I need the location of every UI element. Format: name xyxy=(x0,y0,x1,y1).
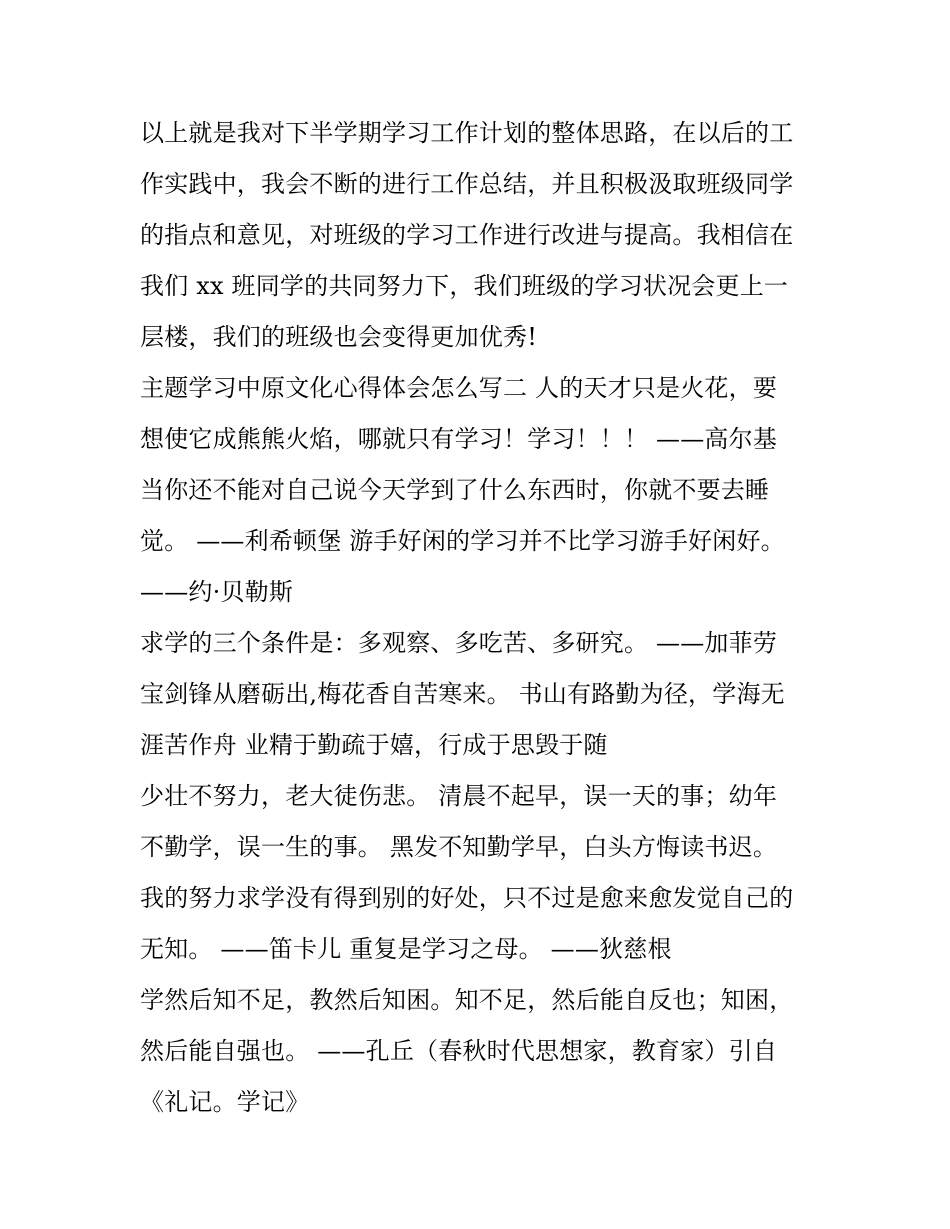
text-line: 无知。 ——笛卡儿 重复是学习之母。 ——狄慈根 xyxy=(140,935,672,963)
text-line: ——约·贝勒斯 xyxy=(140,578,294,606)
text-line: 我们 xx 班同学的共同努力下，我们班级的学习状况会更上一 xyxy=(140,272,789,300)
text-line: 作实践中，我会不断的进行工作总结，并且积极汲取班级同学 xyxy=(140,170,794,198)
text-line: 觉。 ——利希顿堡 游手好闲的学习并不比学习游手好闲好。 xyxy=(140,527,785,555)
text-line: 当你还不能对自己说今天学到了什么东西时，你就不要去睡 xyxy=(140,476,770,504)
text-line: 想使它成熊熊火焰，哪就只有学习！学习！！！ ——高尔基 xyxy=(140,425,778,453)
text-line: 少壮不努力，老大徒伤悲。 清晨不起早，误一天的事；幼年 xyxy=(140,782,778,810)
text-line: 层楼，我们的班级也会变得更加优秀! xyxy=(140,323,538,351)
text-line: 涯苦作舟 业精于勤疏于嬉，行成于思毁于随 xyxy=(140,731,608,759)
text-line: 然后能自强也。 ——孔丘（春秋时代思想家，教育家）引自 xyxy=(140,1037,778,1065)
text-line: 主题学习中原文化心得体会怎么写二 人的天才只是火花，要 xyxy=(140,374,778,402)
body-text xyxy=(140,108,820,1128)
text-line: 学然后知不足，教然后知困。知不足，然后能自反也；知困， xyxy=(140,986,794,1014)
text-line: 《礼记。学记》 xyxy=(140,1088,310,1116)
text-line: 的指点和意见，对班级的学习工作进行改进与提高。我相信在 xyxy=(140,221,794,249)
text-line: 不勤学，误一生的事。 黑发不知勤学早，白头方悔读书迟。 xyxy=(140,833,778,861)
text-line: 求学的三个条件是：多观察、多吃苦、多研究。 ——加菲劳 xyxy=(140,629,778,657)
text-line: 宝剑锋从磨砺出,梅花香自苦寒来。 书山有路勤为径，学海无 xyxy=(140,680,785,708)
text-line: 我的努力求学没有得到别的好处，只不过是愈来愈发觉自己的 xyxy=(140,884,794,912)
text-line: 以上就是我对下半学期学习工作计划的整体思路，在以后的工 xyxy=(140,119,794,147)
